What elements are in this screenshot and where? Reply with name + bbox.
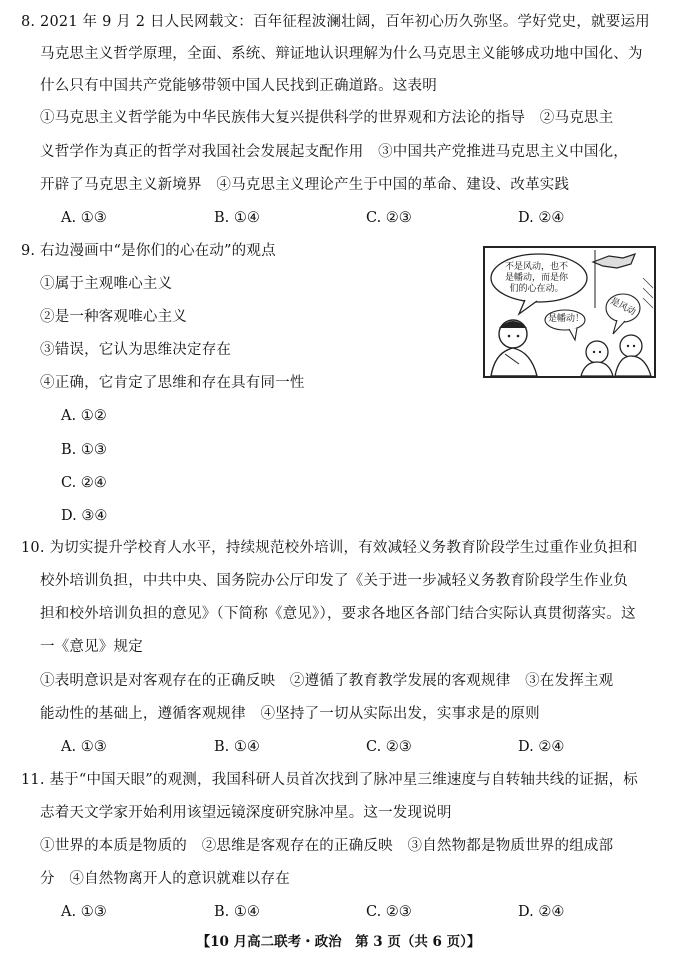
q9-option-a: A. ①②	[61, 408, 107, 424]
q10-stem-line-3: 担和校外培训负担的意见》（下简称《意见》），要求各地区各部门结合实际认真贯彻落实。这	[40, 606, 636, 622]
q9-statement-4: ④正确，它肯定了思维和存在具有同一性	[40, 375, 305, 391]
q11-option-a: A. ①③	[61, 904, 107, 920]
q8-stem-line-1: 8. 2021 年 9 月 2 日人民网载文：百年征程波澜壮阔，百年初心历久弥坚。学好党史，就要运用	[21, 14, 650, 30]
q8-stem-line-2: 马克思主义哲学原理，全面、系统、辩证地认识理解为什么马克思主义能够成功地中国化、为	[40, 46, 643, 62]
q8-option-b: B. ①④	[214, 210, 260, 226]
q9-option-d: D. ③④	[61, 508, 108, 524]
q8-option-c: C. ②③	[366, 210, 412, 226]
page-footer: 【10 月高二联考・政治 第 3 页（共 6 页）】	[196, 934, 481, 950]
q11-stem-line-2: 志着天文学家开始利用该望远镜深度研究脉冲星。这一发现说明	[40, 805, 452, 821]
q8-stem-line-3: 什么只有中国共产党能够带领中国人民找到正确道路。这表明	[40, 78, 437, 94]
q10-statement-line-2: 能动性的基础上，遵循客观规律 ④坚持了一切从实际出发，实事求是的原则	[40, 706, 540, 722]
q9-statement-2: ②是一种客观唯心主义	[40, 309, 187, 325]
cartoon-main-bubble-line-2: 是幡动，而是你	[505, 273, 569, 283]
cartoon-main-bubble-line-3: 们的心在动。	[509, 284, 564, 294]
q8-statement-line-3: 开辟了马克思主义新境界 ④马克思主义理论产生于中国的革命、建设、改革实践	[40, 177, 570, 193]
cartoon-main-bubble-line-1: 不是风动，也不	[505, 262, 569, 272]
q8-statement-line-1: ①马克思主义哲学能为中华民族伟大复兴提供科学的世界观和方法论的指导 ②马克思主	[40, 110, 614, 126]
q9-statement-1: ①属于主观唯心主义	[40, 276, 173, 292]
cartoon-main-bubble	[505, 262, 568, 295]
q9-option-c: C. ②④	[61, 475, 107, 491]
q10-option-c: C. ②③	[366, 739, 412, 755]
q11-option-c: C. ②③	[366, 904, 412, 920]
q10-option-b: B. ①④	[214, 739, 260, 755]
q10-stem-line-2: 校外培训负担，中共中央、国务院办公厅印发了《关于进一步减轻义务教育阶段学生作业负	[40, 573, 628, 589]
cartoon-right-bubble: 是风动	[608, 296, 638, 318]
q8-option-a: A. ①③	[61, 210, 107, 226]
q11-statement-line-1: ①世界的本质是物质的 ②思维是客观存在的正确反映 ③自然物都是物质世界的组成部	[40, 838, 614, 854]
q10-stem-line-1: 10. 为切实提升学校育人水平，持续规范校外培训，有效减轻义务教育阶段学生过重作业负担和	[21, 540, 638, 556]
q10-statement-line-1: ①表明意识是对客观存在的正确反映 ②遵循了教育教学发展的客观规律 ③在发挥主观	[40, 673, 614, 689]
q9-stem: 9. 右边漫画中“是你们的心在动”的观点	[21, 243, 276, 259]
q8-statement-line-2: 义哲学作为真正的哲学对我国社会发展起支配作用 ③中国共产党推进马克思主义中国化，	[40, 144, 628, 160]
q11-stem-line-1: 11. 基于“中国天眼”的观测，我国科研人员首次找到了脉冲星三维速度与自转轴共线的证据，标	[21, 772, 638, 788]
q11-option-d: D. ②④	[518, 904, 565, 920]
cartoon-illustration	[483, 246, 656, 378]
q11-statement-line-2: 分 ④自然物离开人的意识就难以存在	[40, 871, 290, 887]
q9-statement-3: ③错误，它认为思维决定存在	[40, 342, 232, 358]
q11-option-b: B. ①④	[214, 904, 260, 920]
q10-option-a: A. ①③	[61, 739, 107, 755]
q10-stem-line-4: 一《意见》规定	[40, 639, 143, 655]
q8-option-d: D. ②④	[518, 210, 565, 226]
q10-option-d: D. ②④	[518, 739, 565, 755]
cartoon-left-bubble: 是幡动！	[548, 314, 585, 324]
q9-option-b: B. ①③	[61, 442, 107, 458]
